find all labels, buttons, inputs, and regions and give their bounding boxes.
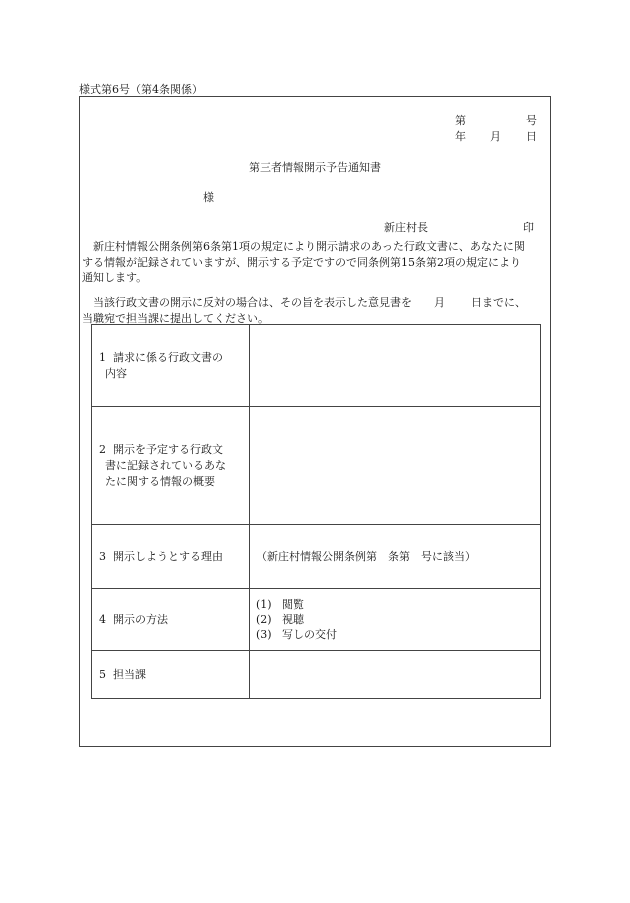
deadline-day-label: 日までに、 bbox=[471, 296, 526, 309]
form-frame bbox=[79, 96, 551, 747]
paragraph-2-line-2: 当職宛で担当課に提出してください。 bbox=[82, 311, 269, 325]
paragraph-2-text: 当該行政文書の開示に反対の場合は、その旨を表示した意見書を bbox=[93, 296, 412, 309]
paragraph-1-line-3: 通知します。 bbox=[82, 271, 148, 284]
item-2-value-cell[interactable] bbox=[250, 407, 541, 525]
table-row bbox=[92, 651, 541, 699]
item-3-label: 3 開示しようとする理由 bbox=[92, 525, 250, 589]
table-row bbox=[92, 589, 541, 651]
method-option-copy[interactable]: (3) 写しの交付 bbox=[256, 628, 337, 641]
number-suffix: 号 bbox=[526, 114, 537, 127]
issuer-name: 新庄村長 bbox=[384, 221, 428, 234]
disclosure-reason: （新庄村情報公開条例第 条第 号に該当） bbox=[256, 550, 476, 563]
item-4-value-cell bbox=[250, 589, 541, 651]
table-row bbox=[92, 407, 541, 525]
addressee-honorific: 様 bbox=[203, 191, 214, 204]
seal-mark: 印 bbox=[523, 221, 534, 234]
notice-paragraph-2 bbox=[82, 295, 548, 326]
details-table bbox=[91, 324, 541, 699]
month-label: 月 bbox=[490, 130, 501, 143]
paragraph-1-line-2: する情報が記録されていますが、開示する予定ですので同条例第15条第2項の規定により bbox=[82, 255, 521, 269]
paragraph-2-line-1 bbox=[82, 295, 548, 311]
form-number-label: 様式第6号（第4条関係） bbox=[79, 83, 203, 96]
item-1-label: 1 請求に係る行政文書の 内容 bbox=[92, 325, 250, 407]
paragraph-1-line-1: 新庄村情報公開条例第6条第1項の規定により開示請求のあった行政文書に、あなたに関 bbox=[93, 240, 525, 253]
item-2-label: 2 開示を予定する行政文 書に記録されているあな たに関する情報の概要 bbox=[92, 407, 250, 525]
item-1-value-cell[interactable] bbox=[250, 325, 541, 407]
item-4-label: 4 開示の方法 bbox=[92, 589, 250, 651]
year-label: 年 bbox=[455, 130, 466, 143]
day-label: 日 bbox=[526, 130, 537, 143]
method-option-audiovisual[interactable]: (2) 視聴 bbox=[256, 613, 304, 626]
table-row bbox=[92, 325, 541, 407]
number-prefix: 第 bbox=[455, 114, 466, 127]
deadline-month-label: 月 bbox=[434, 296, 445, 309]
item-5-label: 5 担当課 bbox=[92, 651, 250, 699]
item-3-value-cell[interactable] bbox=[250, 525, 541, 589]
method-option-viewing[interactable]: (1) 閲覧 bbox=[256, 598, 304, 611]
notice-paragraph-1 bbox=[82, 239, 548, 286]
document-title: 第三者情報開示予告通知書 bbox=[249, 161, 381, 174]
table-row bbox=[92, 525, 541, 589]
item-5-value-cell[interactable] bbox=[250, 651, 541, 699]
